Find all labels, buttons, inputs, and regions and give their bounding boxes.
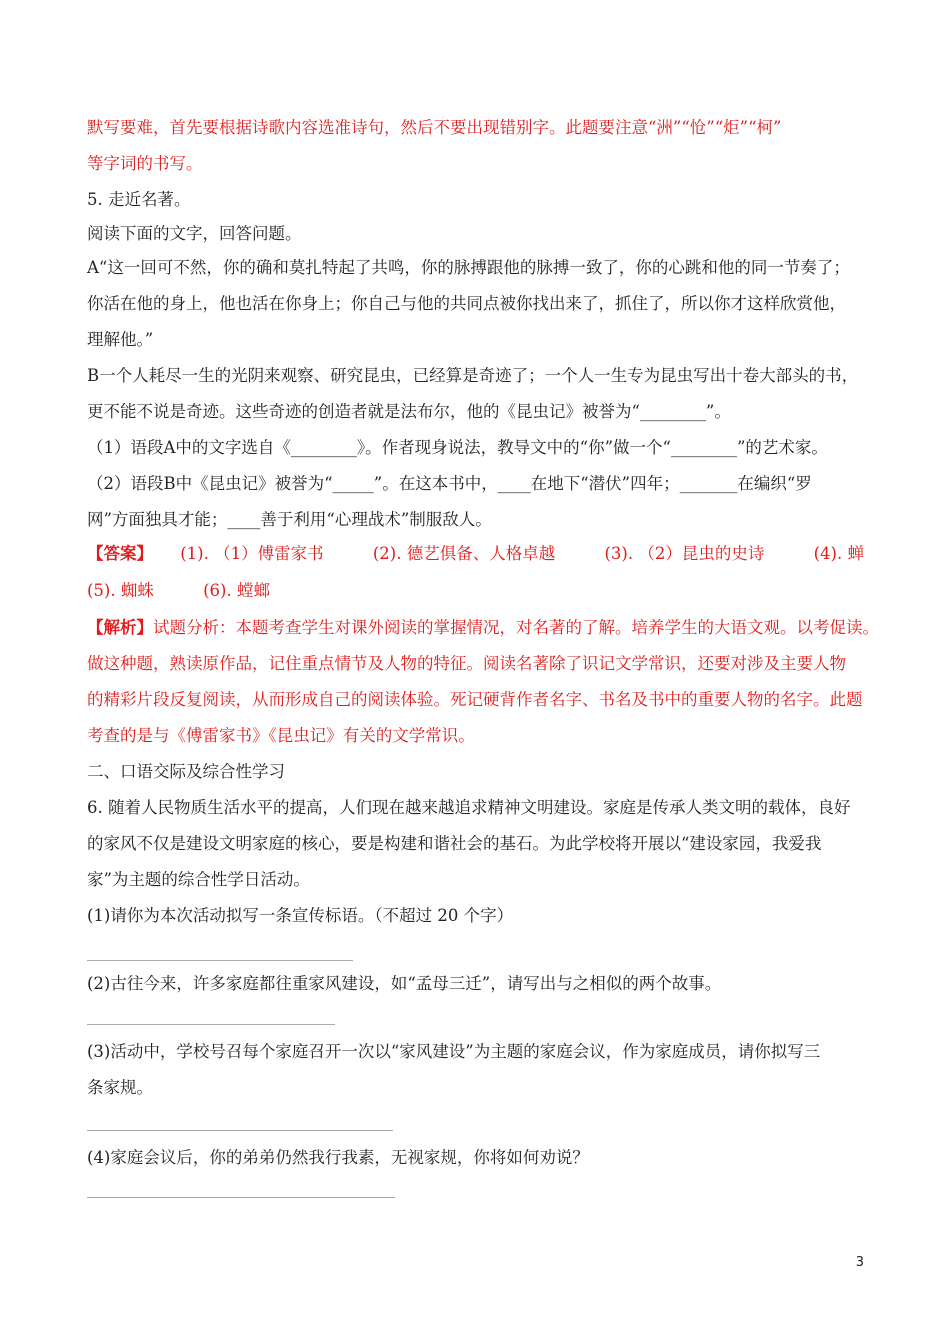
- analysis-text: 试题分析：本题考查学生对课外阅读的掌握情况，对名著的了解。培养学生的大语文观。以考促读。: [153, 618, 879, 637]
- answer-item: (1). （1）傅雷家书: [180, 544, 324, 563]
- q5-analysis-line-4: 考查的是与《傅雷家书》《昆虫记》有关的文学常识。: [87, 726, 475, 745]
- answer-item: (4). 蝉: [813, 544, 864, 563]
- answer-item: (6). 螳螂: [203, 581, 270, 600]
- q6-intro-line-1: 6. 随着人民物质生活水平的提高，人们现在越来越追求精神文明建设。家庭是传承人类文明的载体，良好: [87, 798, 851, 817]
- q5-analysis-line-1: [87, 616, 879, 640]
- q5-passage-b-line-2: 更不能不说是奇迹。这些奇迹的创造者就是法布尔，他的《昆虫记》被誉为“________”。: [87, 402, 731, 421]
- q5-sub-question-2-line-2: 网”方面独具才能；____善于利用“心理战术”制服敌人。: [87, 510, 492, 529]
- answer-tag: 【答案】: [87, 544, 153, 563]
- answer-line-2[interactable]: [87, 1024, 335, 1025]
- q6-sub-question-3-line-2: 条家规。: [87, 1078, 153, 1097]
- q5-passage-a-line-1: A“这一回可不然，你的确和莫扎特起了共鸣，你的脉搏跟他的脉搏一致了，你的心跳和他的同一节奏了；: [87, 258, 850, 277]
- answer-item: (3). （2）昆虫的史诗: [604, 544, 765, 563]
- page-number: 3: [855, 1255, 864, 1270]
- q5-analysis-line-3: 的精彩片段反复阅读，从而形成自己的阅读体验。死记硬背作者名字、书名及书中的重要人物的名字。此题: [87, 690, 863, 709]
- answer-line-1[interactable]: [87, 960, 353, 961]
- q5-passage-a-line-3: 理解他。”: [87, 330, 154, 349]
- q6-sub-question-3-line-1: (3)活动中，学校号召每个家庭召开一次以“家风建设”为主题的家庭会议，作为家庭成员，请你拟写三: [87, 1042, 821, 1061]
- q6-intro-line-2: 的家风不仅是建设文明家庭的核心，要是构建和谐社会的基石。为此学校将开展以“建设家园，我爱我: [87, 834, 822, 853]
- q5-sub-question-2-line-1: （2）语段B中《昆虫记》被誉为“_____”。在这本书中，____在地下“潜伏”四年；_______在编织“罗: [87, 474, 812, 493]
- answer-line-3[interactable]: [87, 1130, 393, 1131]
- q5-instruction: 阅读下面的文字，回答问题。: [87, 224, 302, 243]
- q5-title: 5. 走近名著。: [87, 190, 191, 209]
- q5-answer-row-1: [87, 542, 864, 566]
- q5-answer-row-2: [87, 579, 270, 603]
- answer-line-4[interactable]: [87, 1197, 395, 1198]
- prev-analysis-line-1: 默写要难，首先要根据诗歌内容选准诗句，然后不要出现错别字。此题要注意“洲”“怆”“炬”“柯”: [87, 118, 782, 137]
- q6-sub-question-4: (4)家庭会议后，你的弟弟仍然我行我素，无视家规，你将如何劝说？: [87, 1148, 589, 1167]
- q6-sub-question-1: (1)请你为本次活动拟写一条宣传标语。（不超过 20 个字）: [87, 906, 514, 925]
- q5-passage-b-line-1: B一个人耗尽一生的光阴来观察、研究昆虫，已经算是奇迹了；一个人一生专为昆虫写出十卷大部头的书，: [87, 366, 859, 385]
- answer-item: (5). 蜘蛛: [87, 581, 154, 600]
- analysis-tag: 【解析】: [87, 618, 153, 637]
- q6-intro-line-3: 家”为主题的综合性学日活动。: [87, 870, 310, 889]
- q5-analysis-line-2: 做这种题，熟读原作品，记住重点情节及人物的特征。阅读名著除了识记文学常识，还要对涉及主要人物: [87, 654, 846, 673]
- q5-passage-a-line-2: 你活在他的身上，他也活在你身上；你自己与他的共同点被你找出来了，抓住了，所以你才这样欣赏他，: [87, 294, 846, 313]
- q5-sub-question-1: （1）语段A中的文字选自《________》。作者现身说法，教导文中的“你”做一个“________”的艺术家。: [87, 438, 828, 457]
- answer-item: (2). 德艺俱备、人格卓越: [372, 544, 556, 563]
- section-2-title: 二、口语交际及综合性学习: [87, 762, 285, 781]
- q6-sub-question-2: (2)古往今来，许多家庭都往重家风建设，如“孟母三迁”，请写出与之相似的两个故事。: [87, 974, 722, 993]
- prev-analysis-line-2: 等字词的书写。: [87, 154, 203, 173]
